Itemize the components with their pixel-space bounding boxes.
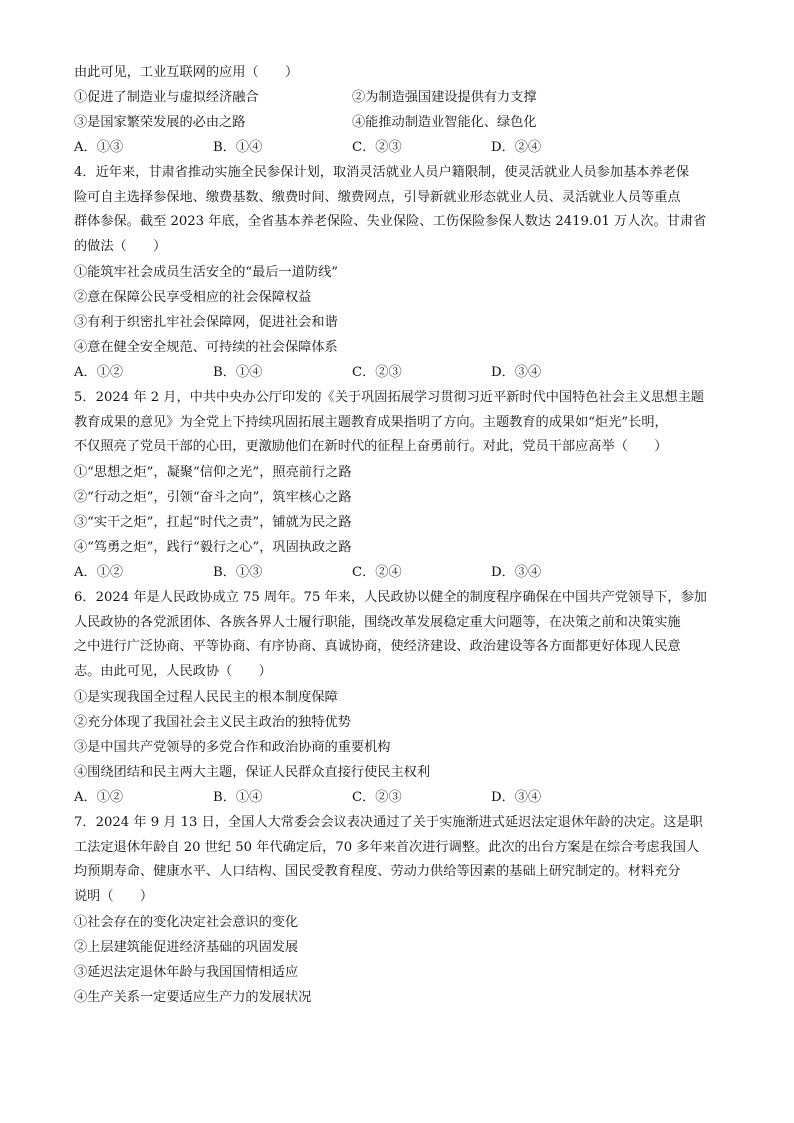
q6-choice-b[interactable]: B．①④ bbox=[213, 790, 263, 805]
q5-stem-line: 不仅照亮了党员干部的心田，更激励他们在新时代的征程上奋勇前行。对此，党员干部应高举（ ） bbox=[74, 439, 668, 454]
q4-choice-d[interactable]: D．③④ bbox=[491, 365, 542, 380]
q4-item-4: ④意在健全安全规范、可持续的社会保障体系 bbox=[74, 340, 338, 355]
q7-stem-line: 工法定退休年龄自 20 世纪 50 年代确定后，70 多年来首次进行调整。此次的出台方案是在综合考虑我国人 bbox=[74, 839, 700, 855]
q5-item-2: ②“行动之炬”，引领“奋斗之向”，筑牢核心之路 bbox=[74, 490, 352, 505]
q6-stem-line: 志。由此可见，人民政协（ ） bbox=[74, 663, 272, 679]
q5-stem bbox=[74, 386, 736, 460]
q4-item-1: ①能筑牢社会成员生活安全的“最后一道防线” bbox=[74, 265, 339, 280]
q5-item-4: ④“笃勇之炬”，践行“毅行之心”，巩固执政之路 bbox=[74, 540, 352, 555]
q3-choice-b[interactable]: B．①④ bbox=[213, 140, 263, 155]
q5-item-3: ③“实干之炬”，扛起“时代之责”，铺就为民之路 bbox=[74, 515, 352, 530]
q4-item-2: ②意在保障公民享受相应的社会保障权益 bbox=[74, 290, 312, 305]
q7-stem-line: 7．2024 年 9 月 13 日，全国人大常委会会议表决通过了关于实施渐进式延迟法定退休年龄的决定。这是职 bbox=[74, 815, 703, 830]
q6-choice-a[interactable]: A．①② bbox=[74, 790, 124, 805]
q7-stem-line: 说明（ ） bbox=[74, 888, 154, 904]
q6-choice-c[interactable]: C．②③ bbox=[352, 790, 402, 805]
q4-stem-line: 4．近年来，甘肃省推动实施全民参保计划，取消灵活就业人员户籍限制，使灵活就业人员参加基本养老保 bbox=[74, 165, 690, 180]
q5-stem-line: 教育成果的意见》为全党上下持续巩固拓展主题教育成果指明了方向。主题教育的成果如“炬光”长明， bbox=[74, 414, 668, 430]
q6-item-1: ①是实现我国全过程人民民主的根本制度保障 bbox=[74, 690, 338, 705]
q6-choice-d[interactable]: D．③④ bbox=[491, 790, 542, 805]
q6-stem-line: 6．2024 年是人民政协成立 75 周年。75 年来，人民政协以健全的制度程序确保在中国共产党领导下，参加 bbox=[74, 590, 707, 605]
q6-item-3: ③是中国共产党领导的多党合作和政治协商的重要机构 bbox=[74, 740, 391, 755]
q3-choice-a[interactable]: A．①③ bbox=[74, 140, 124, 155]
q7-item-1: ①社会存在的变化决定社会意识的变化 bbox=[74, 915, 299, 930]
q5-choice-a[interactable]: A．①② bbox=[74, 565, 124, 580]
q4-choice-a[interactable]: A．①② bbox=[74, 365, 124, 380]
q4-choice-b[interactable]: B．①④ bbox=[213, 365, 263, 380]
q6-stem-line: 之中进行广泛协商、平等协商、有序协商、真诚协商，使经济建设、政治建设等各方面都更好体现人民意 bbox=[74, 639, 681, 654]
q6-stem bbox=[74, 586, 736, 684]
q4-stem bbox=[74, 161, 736, 259]
q5-stem-line: 5．2024 年 2 月，中共中央办公厅印发的《关于巩固拓展学习贯彻习近平新时代中国特色社会主义思想主题 bbox=[74, 390, 704, 405]
q7-stem-line: 均预期寿命、健康水平、人口结构、国民受教育程度、劳动力供给等因素的基础上研究制定的。材料充分 bbox=[74, 864, 681, 879]
q4-stem-line: 险可自主选择参保地、缴费基数、缴费时间、缴费网点，引导新就业形态就业人员、灵活就业人员等重点 bbox=[74, 189, 681, 205]
q5-item-1: ①“思想之炬”，凝聚“信仰之光”，照亮前行之路 bbox=[74, 465, 352, 480]
q7-stem bbox=[74, 811, 736, 909]
q3-item-1: ①促进了制造业与虚拟经济融合 bbox=[74, 90, 259, 105]
q5-choice-b[interactable]: B．①③ bbox=[213, 565, 263, 580]
q3-item-2: ②为制造强国建设提供有力支撑 bbox=[352, 90, 537, 105]
q5-choice-d[interactable]: D．③④ bbox=[491, 565, 542, 580]
q3-item-3: ③是国家繁荣发展的必由之路 bbox=[74, 115, 246, 130]
q4-stem-line: 的做法（ ） bbox=[74, 238, 167, 254]
q5-choice-c[interactable]: C．②④ bbox=[352, 565, 402, 580]
q3-choice-c[interactable]: C．②③ bbox=[352, 140, 402, 155]
q3-choice-d[interactable]: D．②④ bbox=[491, 140, 542, 155]
q4-stem-line: 群体参保。截至 2023 年底，全省基本养老保险、失业保险、工伤保险参保人数达 2419.01 万人次。甘肃省 bbox=[74, 214, 707, 229]
q6-stem-line: 人民政协的各党派团体、各族各界人士履行职能，围绕改革发展稳定重大问题等，在决策之前和决策实施 bbox=[74, 614, 681, 630]
q4-choice-c[interactable]: C．②③ bbox=[352, 365, 402, 380]
q7-item-2: ②上层建筑能促进经济基础的巩固发展 bbox=[74, 940, 299, 955]
q6-item-2: ②充分体现了我国社会主义民主政治的独特优势 bbox=[74, 715, 351, 730]
q6-item-4: ④围绕团结和民主两大主题，保证人民群众直接行使民主权利 bbox=[74, 765, 431, 780]
q7-item-3: ③延迟法定退休年龄与我国国情相适应 bbox=[74, 965, 299, 980]
q3-stem-tail: 由此可见，工业互联网的应用（ ） bbox=[74, 65, 299, 80]
q7-item-4: ④生产关系一定要适应生产力的发展状况 bbox=[74, 990, 312, 1005]
q3-item-4: ④能推动制造业智能化、绿色化 bbox=[352, 115, 537, 130]
q4-item-3: ③有利于织密扎牢社会保障网，促进社会和谐 bbox=[74, 315, 338, 330]
